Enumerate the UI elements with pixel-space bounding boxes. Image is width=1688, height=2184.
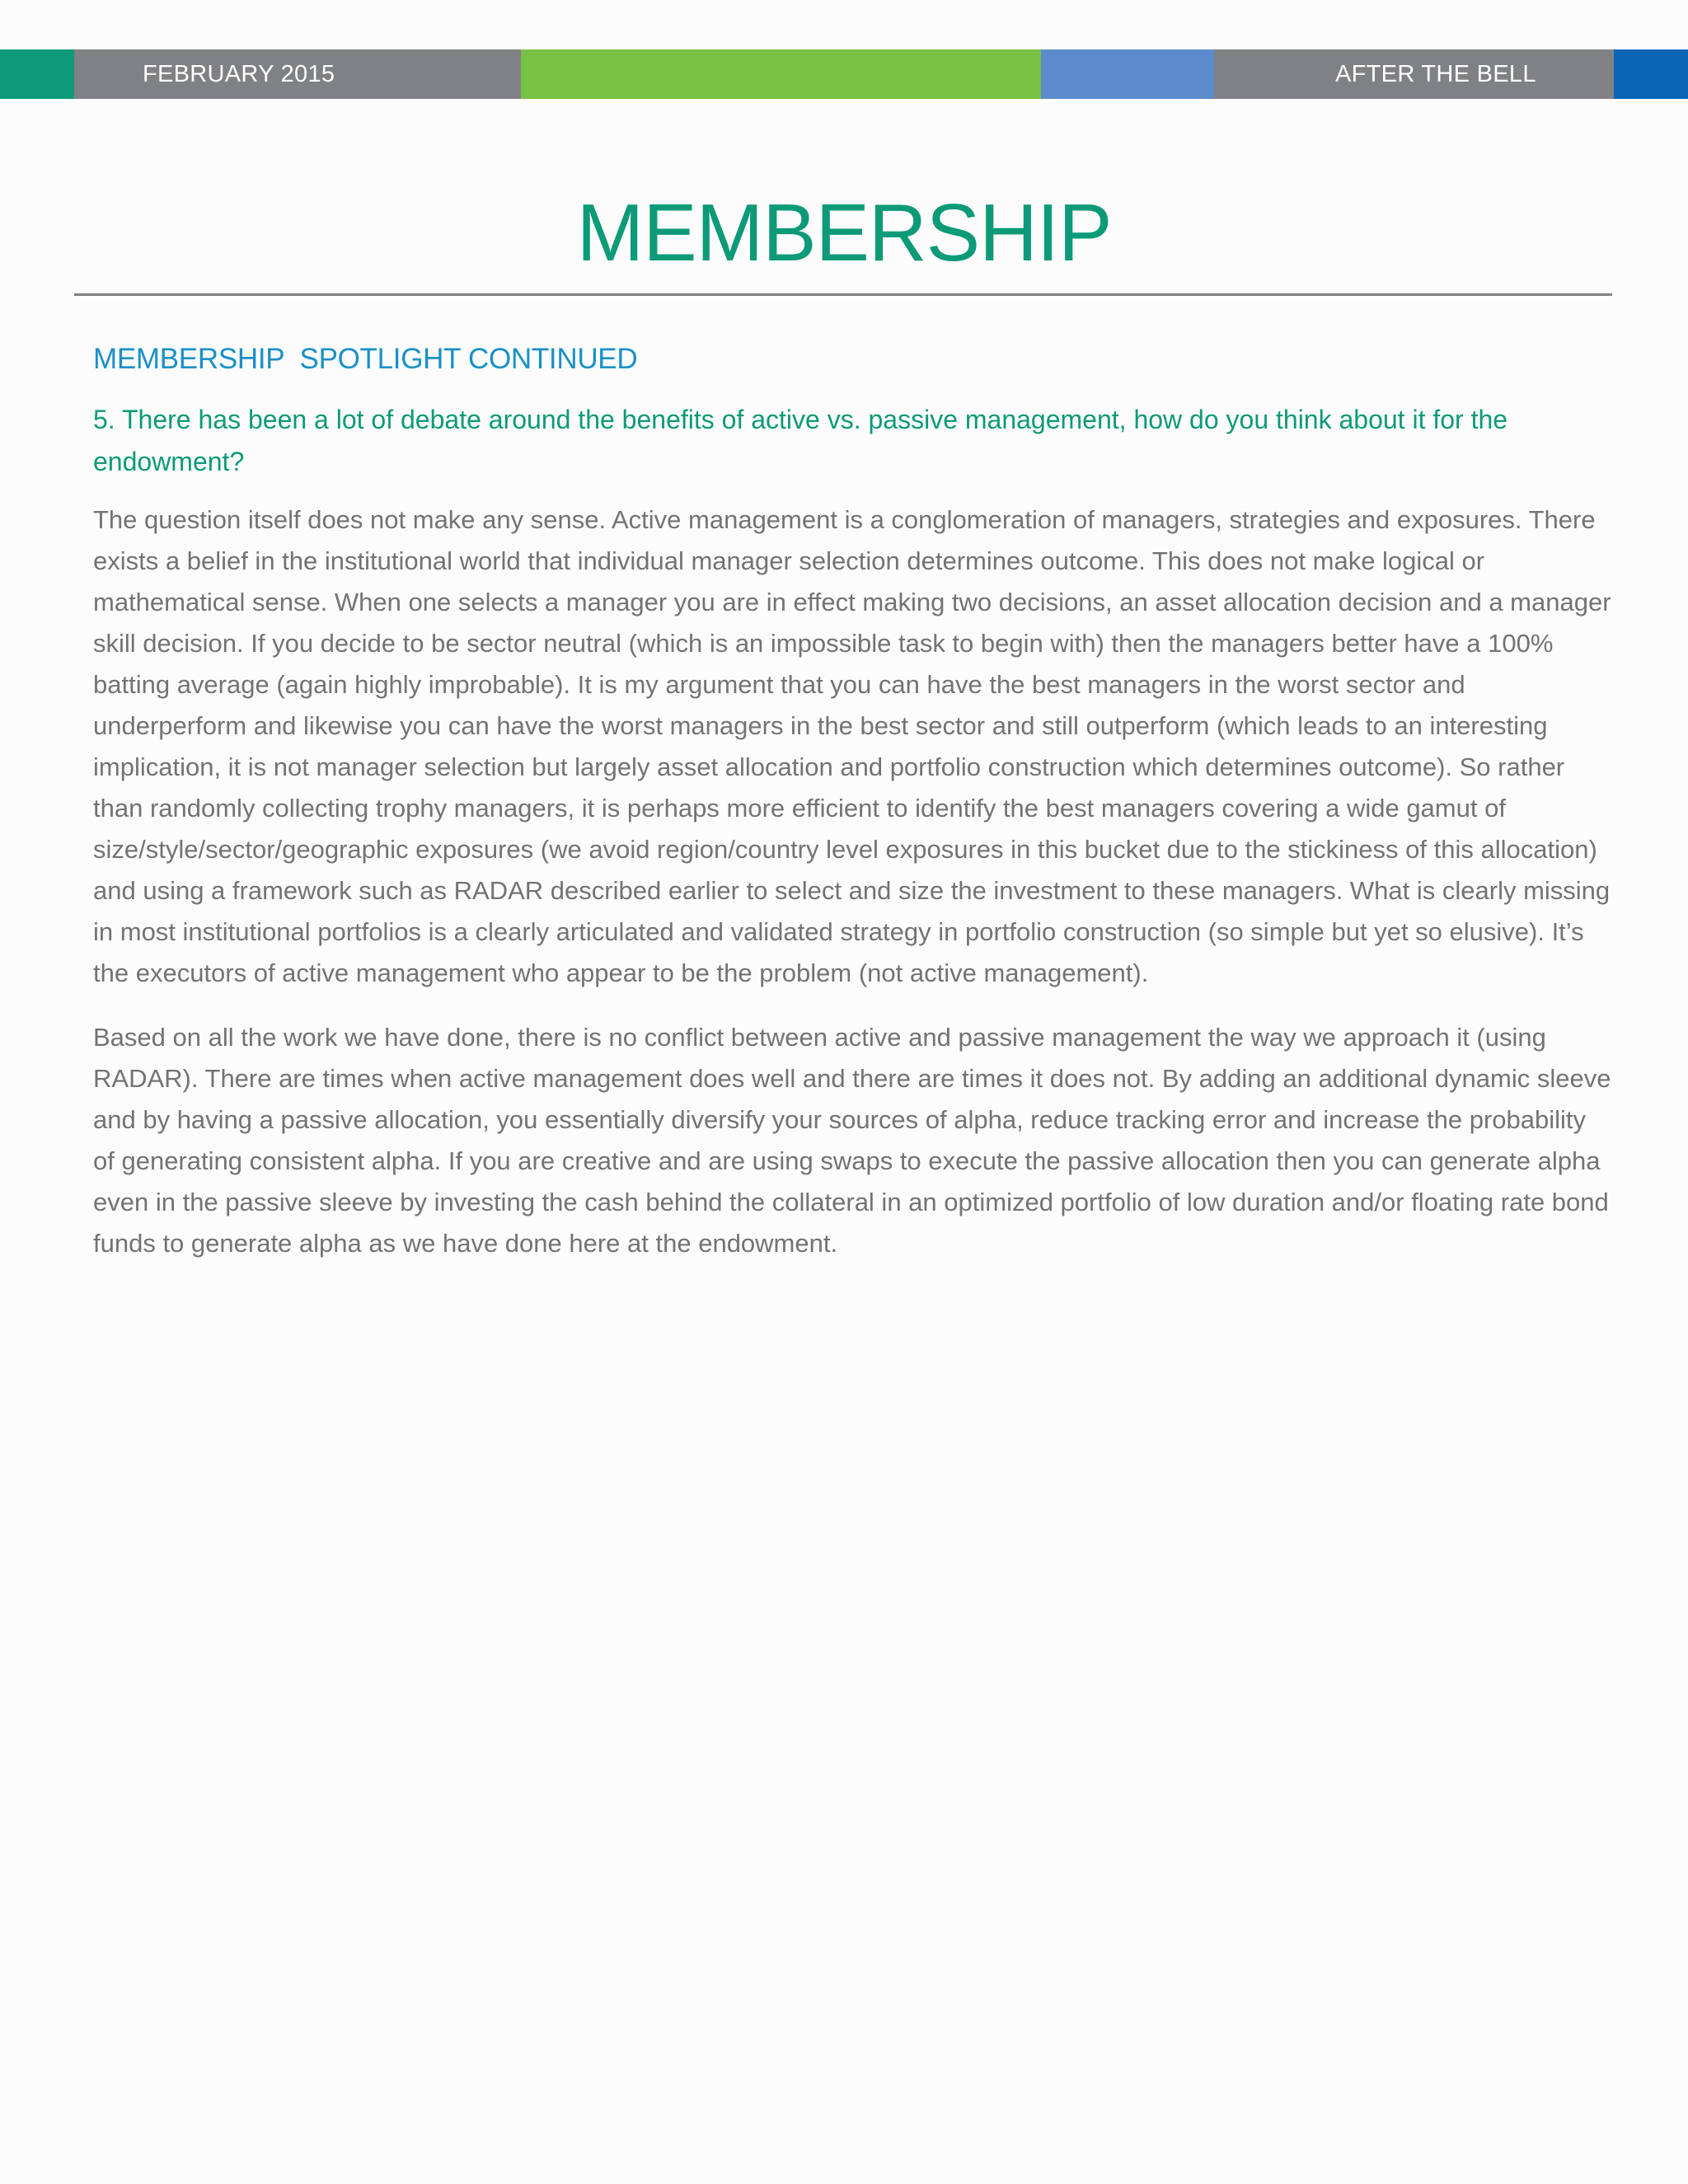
header-band-navy-segment [1614, 49, 1688, 99]
header-date: FEBRUARY 2015 [143, 61, 335, 87]
header-band-blue-segment [1041, 49, 1214, 99]
page-title: MEMBERSHIP [576, 187, 1112, 278]
section-heading: MEMBERSHIP SPOTLIGHT CONTINUED [93, 343, 638, 375]
interview-question: 5. There has been a lot of debate around the benefits of active vs. passive management, how do you think about it for the endowment? [93, 405, 1508, 476]
article-content [93, 336, 1614, 1287]
header-band-green-segment [521, 49, 1041, 99]
answer-paragraph-2: Based on all the work we have done, there is no conflict between active and passive management the way we approach it (using RADAR). There are times when active management does well and there are times it does not. By adding an additional dynamic sleeve and by having a passive allocation, you essentially diversify your sources of alpha, reduce tracking error and increase the probability of generating consistent alpha. If you are creative and are using swaps to execute the passive allocation then you can generate alpha even in the passive sleeve by investing the cash behind the collateral in an optimized portfolio of low duration and/or floating rate bond funds to generate alpha as we have done here at the endowment. [93, 1023, 1611, 1258]
answer-paragraph-1: The question itself does not make any sense. Active management is a conglomeration of managers, strategies and exposures. There exists a belief in the institutional world that individual manager selection determines outcome. This does not make logical or mathematical sense. When one selects a manager you are in effect making two decisions, an asset allocation decision and a manager skill decision. If you decide to be sector neutral (which is an impossible task to begin with) then the managers better have a 100% batting average (again highly improbable). It is my argument that you can have the best managers in the worst sector and underperform and likewise you can have the worst managers in the best sector and still outperform (which leads to an interesting implication, it is not manager selection but largely asset allocation and portfolio construction which determines outcome). So rather than randomly collecting trophy managers, it is perhaps more efficient to identify the best managers covering a wide gamut of size/style/sector/geographic exposures (we avoid region/country level exposures in this bucket due to the stickiness of this allocation) and using a framework such as RADAR described earlier to select and size the investment to these managers. What is clearly missing in most institutional portfolios is a clearly articulated and validated strategy in portfolio construction (so simple but yet so elusive). It’s the executors of active management who appear to be the problem (not active management). [93, 505, 1611, 987]
title-divider [74, 293, 1612, 296]
header-band-teal-segment [0, 49, 74, 99]
header-band [0, 49, 1688, 99]
header-publication-name: AFTER THE BELL [1335, 61, 1536, 87]
